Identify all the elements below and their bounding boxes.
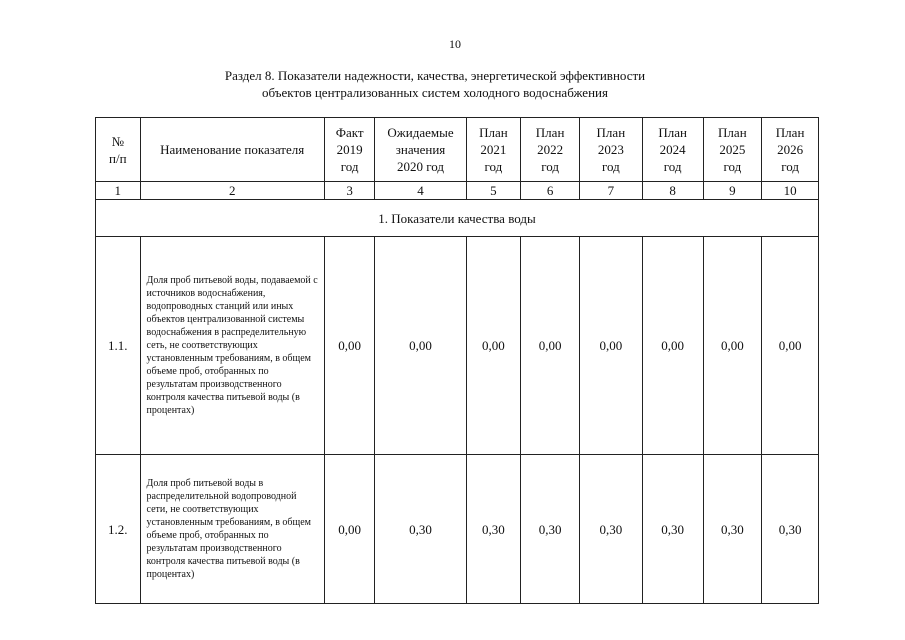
title-line-1: Раздел 8. Показатели надежности, качества, энергетической эффективности xyxy=(224,68,646,83)
value-cell: 0,00 xyxy=(324,455,375,604)
column-number-row xyxy=(96,182,819,200)
value-cell: 0,00 xyxy=(579,237,642,455)
table-row xyxy=(96,455,819,604)
header-cell-plan-2025: План 2025 год xyxy=(703,118,762,182)
header-cell-plan-2026: План 2026 год xyxy=(762,118,819,182)
value-cell: 0,00 xyxy=(375,237,466,455)
value-cell: 0,00 xyxy=(521,237,580,455)
row-index: 1.2. xyxy=(96,455,141,604)
column-number: 1 xyxy=(96,182,141,200)
column-number: 3 xyxy=(324,182,375,200)
header-cell-plan-2023: План 2023 год xyxy=(579,118,642,182)
header-cell-number: № п/п xyxy=(96,118,141,182)
column-number: 4 xyxy=(375,182,466,200)
value-cell: 0,00 xyxy=(466,237,521,455)
row-description: Доля проб питьевой воды в распределительной водопроводной сети, не соответствующих установленным требованиям, в общем объеме проб, отобранных по результатам производственного контроля качества питьевой воды (в процентах) xyxy=(140,455,324,604)
value-cell: 0,00 xyxy=(324,237,375,455)
table-row xyxy=(96,237,819,455)
indicators-table xyxy=(95,117,819,604)
header-cell-name: Наименование показателя xyxy=(140,118,324,182)
value-cell: 0,30 xyxy=(703,455,762,604)
row-index: 1.1. xyxy=(96,237,141,455)
column-number: 8 xyxy=(642,182,703,200)
value-cell: 0,30 xyxy=(466,455,521,604)
value-cell: 0,30 xyxy=(375,455,466,604)
value-cell: 0,00 xyxy=(703,237,762,455)
value-cell: 0,30 xyxy=(579,455,642,604)
header-cell-expected-2020: Ожидаемые значения 2020 год xyxy=(375,118,466,182)
column-number: 2 xyxy=(140,182,324,200)
header-cell-plan-2021: План 2021 год xyxy=(466,118,521,182)
column-number: 6 xyxy=(521,182,580,200)
column-number: 5 xyxy=(466,182,521,200)
section-row xyxy=(96,200,819,237)
column-number: 7 xyxy=(579,182,642,200)
header-row xyxy=(96,118,819,182)
section-title: 1. Показатели качества воды xyxy=(96,200,819,237)
value-cell: 0,00 xyxy=(762,237,819,455)
header-cell-plan-2024: План 2024 год xyxy=(642,118,703,182)
value-cell: 0,30 xyxy=(521,455,580,604)
column-number: 10 xyxy=(762,182,819,200)
value-cell: 0,30 xyxy=(762,455,819,604)
title-line-2: объектов централизованных систем холодного водоснабжения xyxy=(262,85,608,100)
column-number: 9 xyxy=(703,182,762,200)
header-cell-plan-2022: План 2022 год xyxy=(521,118,580,182)
header-cell-fact-2019: Факт 2019 год xyxy=(324,118,375,182)
value-cell: 0,00 xyxy=(642,237,703,455)
row-description: Доля проб питьевой воды, подаваемой с источников водоснабжения, водопроводных станций или иных объектов централизованной системы водоснабжения в распределительную сеть, не соответствующих установленным требованиям, в общем объеме проб, отобранных по результатам производственного контроля качества питьевой воды (в процентах) xyxy=(140,237,324,455)
page-number: 10 xyxy=(449,37,461,51)
value-cell: 0,30 xyxy=(642,455,703,604)
document-title xyxy=(150,67,720,101)
